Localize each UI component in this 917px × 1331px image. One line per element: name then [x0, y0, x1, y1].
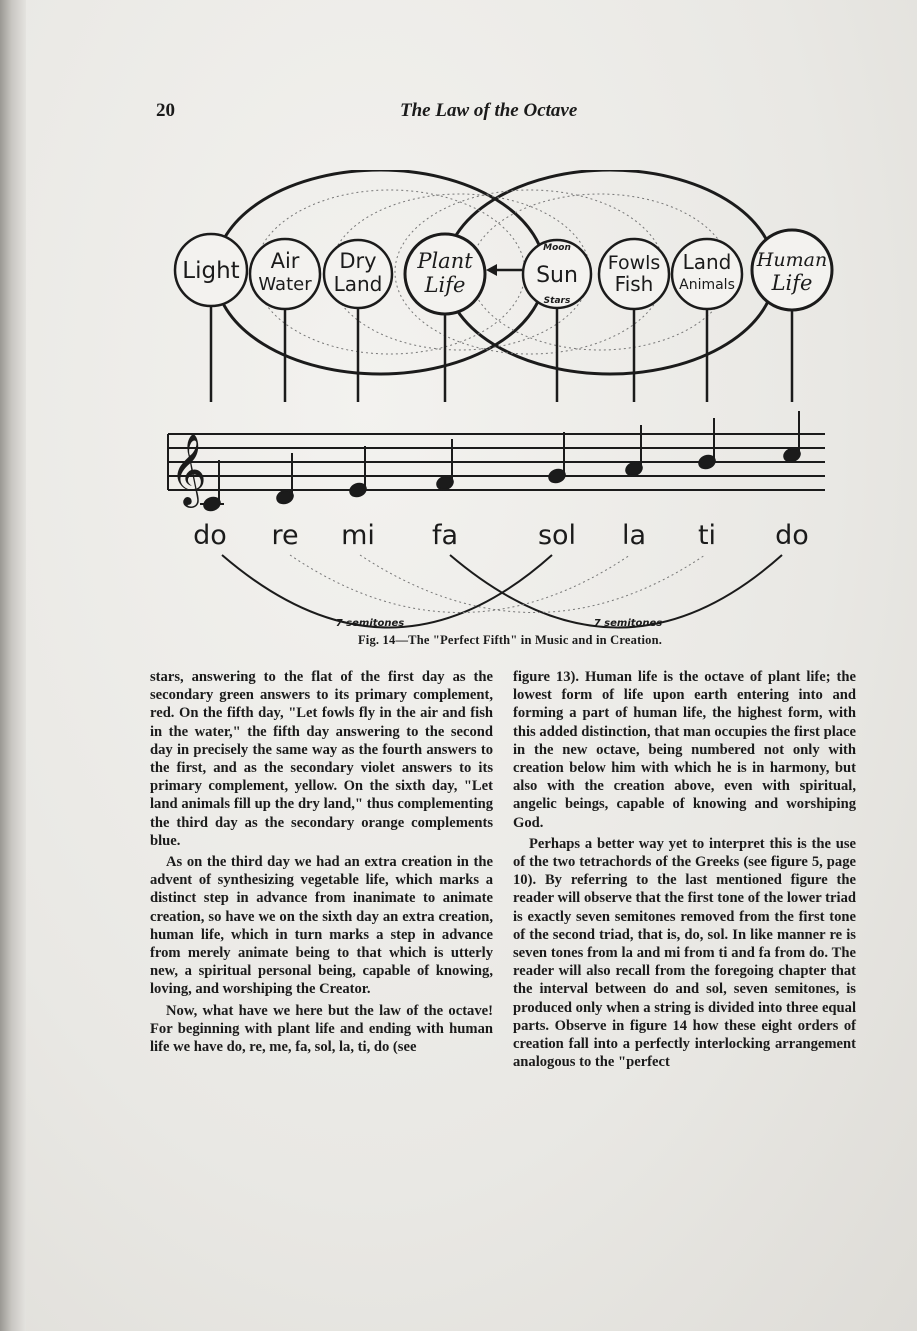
figure-caption: Fig. 14—The "Perfect Fifth" in Music and in Creation.: [357, 633, 663, 647]
label-human: Human: [756, 249, 828, 271]
label-stars: Stars: [543, 296, 571, 306]
solfege-la: la: [621, 520, 647, 551]
label-fowls: Fowls: [607, 252, 661, 274]
semitone-label-left: 7 semitones: [335, 618, 405, 629]
label-moon: Moon: [543, 243, 571, 253]
solfege-fa: fa: [431, 520, 459, 551]
label-plant: Plant: [417, 249, 473, 273]
label-air: Air: [270, 249, 300, 273]
treble-clef-icon: 𝄞: [170, 432, 207, 505]
label-light: Light: [182, 258, 240, 284]
semitone-label-right: 7 semitones: [593, 618, 663, 629]
arc-do-sol: [222, 555, 552, 628]
left-column: [150, 668, 493, 1059]
figure-perfect-fifth: [160, 170, 840, 660]
left-paragraph-2: As on the third day we had an extra creation in the advent of synthesizing vegetable life, which marks a distinct step in advance from inanimate to animate creation, so have we on the sixth day an extra creation, human life, which in turn marks a step in advance from merely animate being to that which is utterly new, a spiritual personal being, capable of knowing, loving, and worshiping the Creator.: [150, 854, 493, 998]
label-land: Land: [333, 272, 383, 296]
stems: [211, 305, 792, 402]
book-spine-shadow: [0, 0, 26, 1331]
solfege-re: re: [271, 520, 299, 551]
right-column: [513, 668, 856, 1074]
right-paragraph-1: figure 13). Human life is the octave of plant life; the lowest form of life upon earth entering into and forming a part of human life, the highest form, with this added distinction, that man occupies the first place in the new octave, being numbered not only with creation below him with which he is in harmony, but also with the creation above, even with spiritual, angelic beings, capable of knowing and worshiping God.: [513, 669, 856, 831]
label-animals: Animals: [679, 277, 735, 293]
music-staff: [168, 434, 825, 504]
label-sun: Sun: [536, 263, 578, 288]
figure-diagram: [160, 170, 840, 640]
label-plant-life: Life: [424, 273, 466, 297]
left-paragraph-3: Now, what have we here but the law of the octave! For beginning with plant life and ending with human life we have do, re, me, fa, sol, la, ti, do (see: [150, 1002, 493, 1056]
page-title: The Law of the Octave: [400, 100, 578, 121]
arc-fa-do: [450, 555, 782, 628]
label-dry: Dry: [339, 249, 377, 273]
right-paragraph-2: Perhaps a better way yet to interpret this is the use of the two tetrachords of the Greeks (see figure 5, page 10). By referring to the last mentioned figure the reader will observe that the first tone of the lower triad is exactly seven semitones removed from the first tone of the second triad, that is, do, sol. In like manner re is seven tones from la and mi from ti and fa from do. The reader will also recall from the foregoing chapter that the interval between do and sol, seven semitones, is produced only when a string is divided into three equal parts. Observe in figure 14 how these eight orders of creation fall into a perfectly interlocking arrangement analogous to the "perfect: [513, 835, 856, 1071]
page-number: 20: [156, 100, 175, 121]
running-head: [150, 100, 850, 126]
solfege-ti: ti: [697, 520, 717, 551]
solfege-sol: sol: [537, 520, 577, 551]
solfege-mi: mi: [341, 520, 375, 551]
left-paragraph-1: stars, answering to the flat of the first day as the secondary green answers to its primary complement, red. On the fifth day, "Let fowls fly in the air and fish in the water," the fifth day answering to the second day in precisely the same way as the fourth answers to the first, and as the secondary violet answers to its primary complement, yellow. On the sixth day, "Let land animals fill up the dry land," thus complementing the third day as the secondary orange complements blue.: [150, 669, 493, 849]
solfege-do: do: [193, 520, 227, 551]
dotted-arc-mi-ti: [360, 555, 705, 613]
solfege-do-high: do: [775, 520, 809, 551]
label-land-top: Land: [682, 250, 732, 274]
label-water: Water: [258, 274, 312, 295]
arrow-head: [486, 264, 497, 276]
label-human-life: Life: [771, 271, 813, 295]
label-fish: Fish: [614, 272, 654, 296]
